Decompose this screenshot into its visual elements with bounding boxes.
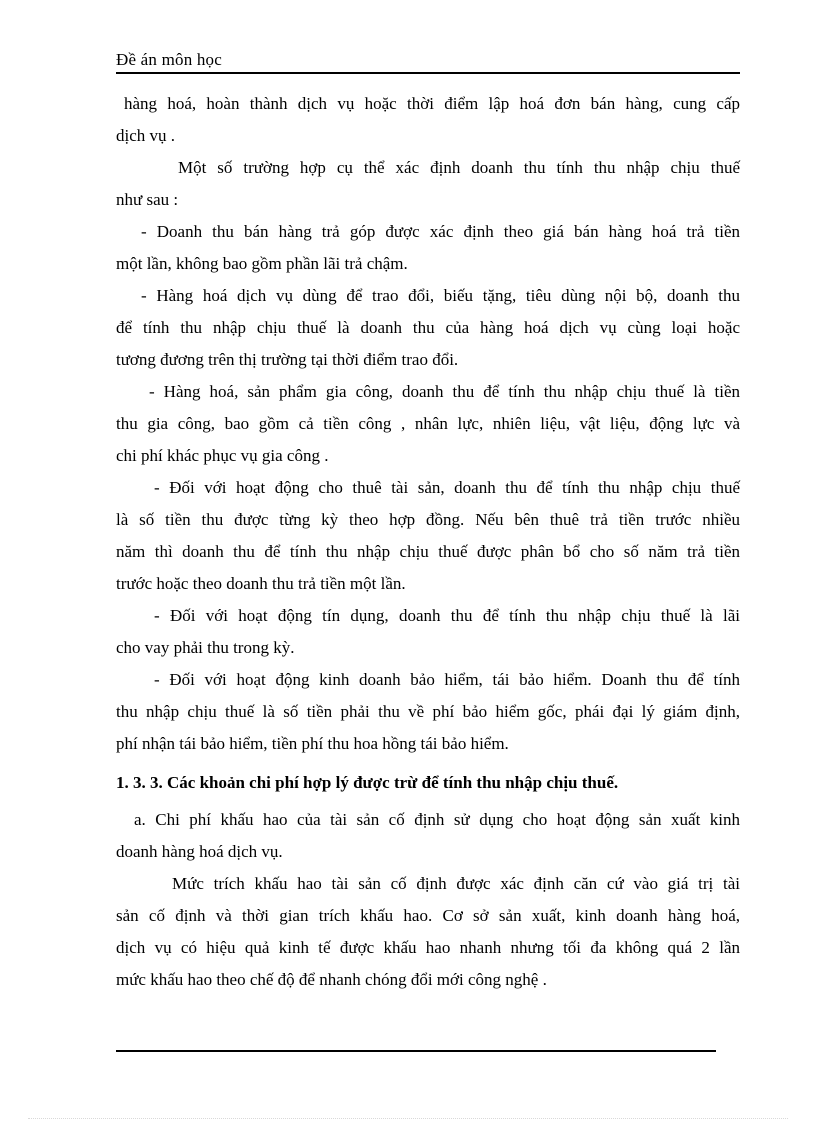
section-heading: 1. 3. 3. Các khoản chi phí hợp lý được trừ để tính thu nhập chịu thuế. (116, 773, 619, 792)
paragraph-line: hàng hoá, hoàn thành dịch vụ hoặc thời điểm lập hoá đơn bán hàng, cung cấp (124, 94, 740, 113)
paragraph (116, 216, 740, 280)
paragraph-line: - Đối với hoạt động tín dụng, doanh thu để tính thu nhập chịu thuế là lãi (154, 606, 740, 625)
paragraph-line: a. Chi phí khấu hao của tài sản cố định sử dụng cho hoạt động sản xuất kinh (134, 810, 740, 829)
paragraph (116, 152, 740, 216)
paragraph-line: sản cố định và thời gian trích khấu hao. Cơ sở sản xuất, kinh doanh hàng hoá, (116, 906, 740, 925)
paragraph-line: thu nhập chịu thuế là số tiền phải thu về phí bảo hiểm gốc, phái đại lý giám định, (116, 702, 740, 721)
paragraph-line: doanh hàng hoá dịch vụ. (116, 842, 283, 861)
footer-rule (116, 1050, 716, 1052)
paragraph-line: - Đối với hoạt động kinh doanh bảo hiểm, tái bảo hiểm. Doanh thu để tính (154, 670, 740, 689)
paragraph (116, 472, 740, 600)
document-body (116, 88, 740, 996)
paragraph-line: dịch vụ . (116, 126, 176, 145)
paragraph-group-costs (116, 804, 740, 996)
paragraph-line: dịch vụ có hiệu quả kinh tế được khấu hao nhanh nhưng tối đa không quá 2 lần (116, 938, 740, 957)
paragraph-line: một lần, không bao gồm phần lãi trả chậm. (116, 254, 408, 273)
paragraph-line: - Đối với hoạt động cho thuê tài sản, doanh thu để tính thu nhập chịu thuế (154, 478, 740, 497)
paragraph (116, 804, 740, 868)
paragraph-line: để tính thu nhập chịu thuế là doanh thu của hàng hoá dịch vụ cùng loại hoặc (116, 318, 740, 337)
header-title: Đề án môn học (116, 50, 222, 69)
paragraph-line: Mức trích khấu hao tài sản cố định được xác định căn cứ vào giá trị tài (172, 874, 740, 893)
paragraph-line: phí nhận tái bảo hiểm, tiền phí thu hoa hồng tái bảo hiểm. (116, 734, 509, 753)
paragraph-group-revenue (116, 88, 740, 760)
paragraph-line: cho vay phải thu trong kỳ. (116, 638, 295, 657)
paragraph-line: năm thì doanh thu để tính thu nhập chịu thuế được phân bổ cho số năm trả tiền (116, 542, 740, 561)
paragraph (116, 868, 740, 996)
paragraph-line: Một số trường hợp cụ thể xác định doanh thu tính thu nhập chịu thuế (178, 158, 740, 177)
paragraph (116, 376, 740, 472)
paragraph (116, 600, 740, 664)
paragraph-line: mức khấu hao theo chế độ để nhanh chóng đổi mới công nghệ . (116, 970, 547, 989)
paragraph-line: trước hoặc theo doanh thu trả tiền một lần. (116, 574, 406, 593)
paragraph-line: chi phí khác phục vụ gia công . (116, 446, 329, 465)
paragraph (116, 664, 740, 760)
page-header (116, 48, 740, 74)
paragraph-line: tương đương trên thị trường tại thời điểm trao đổi. (116, 350, 459, 369)
paragraph-line: - Doanh thu bán hàng trả góp được xác định theo giá bán hàng hoá trả tiền (141, 222, 740, 241)
paragraph-line: như sau : (116, 190, 179, 209)
page-bottom-border (28, 1118, 788, 1119)
paragraph-line: thu gia công, bao gồm cả tiền công , nhân lực, nhiên liệu, vật liệu, động lực và (116, 414, 740, 433)
paragraph (116, 88, 740, 152)
paragraph (116, 280, 740, 376)
paragraph-line: là số tiền thu được từng kỳ theo hợp đồng. Nếu bên thuê trả tiền trước nhiều (116, 510, 740, 529)
paragraph-line: - Hàng hoá, sản phẩm gia công, doanh thu để tính thu nhập chịu thuế là tiền (149, 382, 740, 401)
paragraph-line: - Hàng hoá dịch vụ dùng để trao đổi, biếu tặng, tiêu dùng nội bộ, doanh thu (141, 286, 740, 305)
